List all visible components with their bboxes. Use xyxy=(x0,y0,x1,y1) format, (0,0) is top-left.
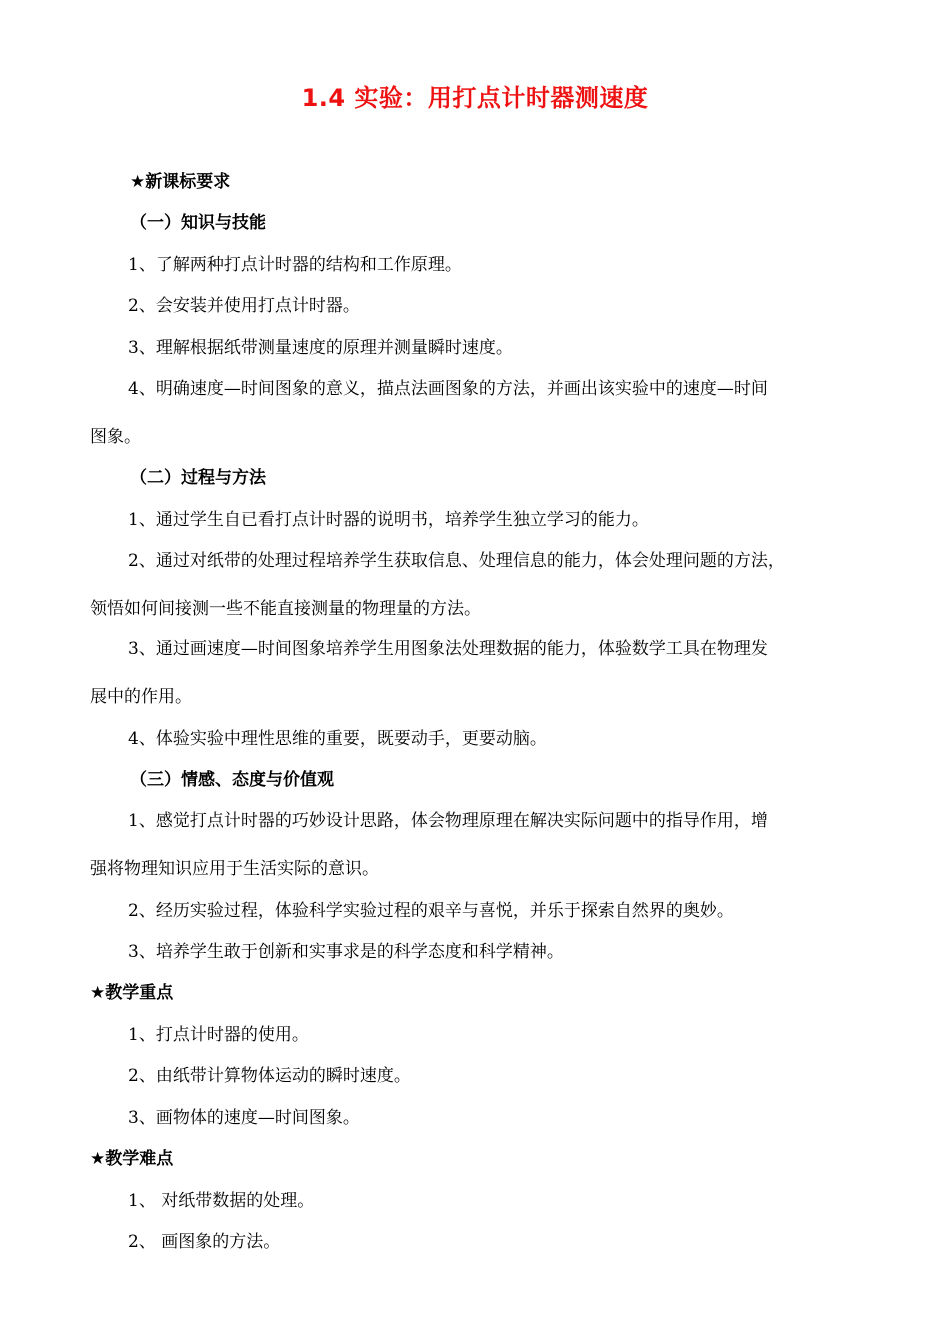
section-heading-curriculum: ★新课标要求 xyxy=(130,172,231,192)
paragraph-line: 4、明确速度—时间图象的意义，描点法画图象的方法，并画出该实验中的速度—时间 xyxy=(128,379,768,399)
paragraph-line: 1、感觉打点计时器的巧妙设计思路，体会物理原理在解决实际问题中的指导作用，增 xyxy=(128,811,768,831)
section-heading-difficulties: ★教学难点 xyxy=(90,1149,174,1169)
paragraph-line: 2、通过对纸带的处理过程培养学生获取信息、处理信息的能力，体会处理问题的方法， xyxy=(128,551,785,571)
paragraph-line: 2、经历实验过程，体验科学实验过程的艰辛与喜悦，并乐于探索自然界的奥妙。 xyxy=(128,901,734,921)
paragraph-line: 展中的作用。 xyxy=(90,687,192,707)
paragraph-line: 3、培养学生敢于创新和实事求是的科学态度和科学精神。 xyxy=(128,942,564,962)
paragraph-line: 强将物理知识应用于生活实际的意识。 xyxy=(90,859,379,879)
subheading-emotion: （三）情感、态度与价值观 xyxy=(130,770,334,790)
paragraph-line: 领悟如何间接测一些不能直接测量的物理量的方法。 xyxy=(90,599,481,619)
paragraph-line: 2、由纸带计算物体运动的瞬时速度。 xyxy=(128,1066,411,1086)
subheading-knowledge: （一）知识与技能 xyxy=(130,213,266,233)
section-heading-key-points: ★教学重点 xyxy=(90,983,174,1003)
paragraph-line: 4、体验实验中理性思维的重要，既要动手，更要动脑。 xyxy=(128,729,547,749)
paragraph-line: 2、 画图象的方法。 xyxy=(128,1232,281,1252)
paragraph-line: 3、通过画速度—时间图象培养学生用图象法处理数据的能力，体验数学工具在物理发 xyxy=(128,639,768,659)
paragraph-line: 1、了解两种打点计时器的结构和工作原理。 xyxy=(128,255,462,275)
paragraph-line: 1、通过学生自已看打点计时器的说明书，培养学生独立学习的能力。 xyxy=(128,510,649,530)
paragraph-line: 2、会安装并使用打点计时器。 xyxy=(128,296,360,316)
paragraph-line: 3、理解根据纸带测量速度的原理并测量瞬时速度。 xyxy=(128,338,513,358)
page-title: 1.4 实验：用打点计时器测速度 xyxy=(301,84,649,112)
paragraph-line: 1、打点计时器的使用。 xyxy=(128,1025,309,1045)
paragraph-line: 3、画物体的速度—时间图象。 xyxy=(128,1108,360,1128)
paragraph-line: 图象。 xyxy=(90,427,141,447)
subheading-process: （二）过程与方法 xyxy=(130,468,266,488)
paragraph-line: 1、 对纸带数据的处理。 xyxy=(128,1191,315,1211)
